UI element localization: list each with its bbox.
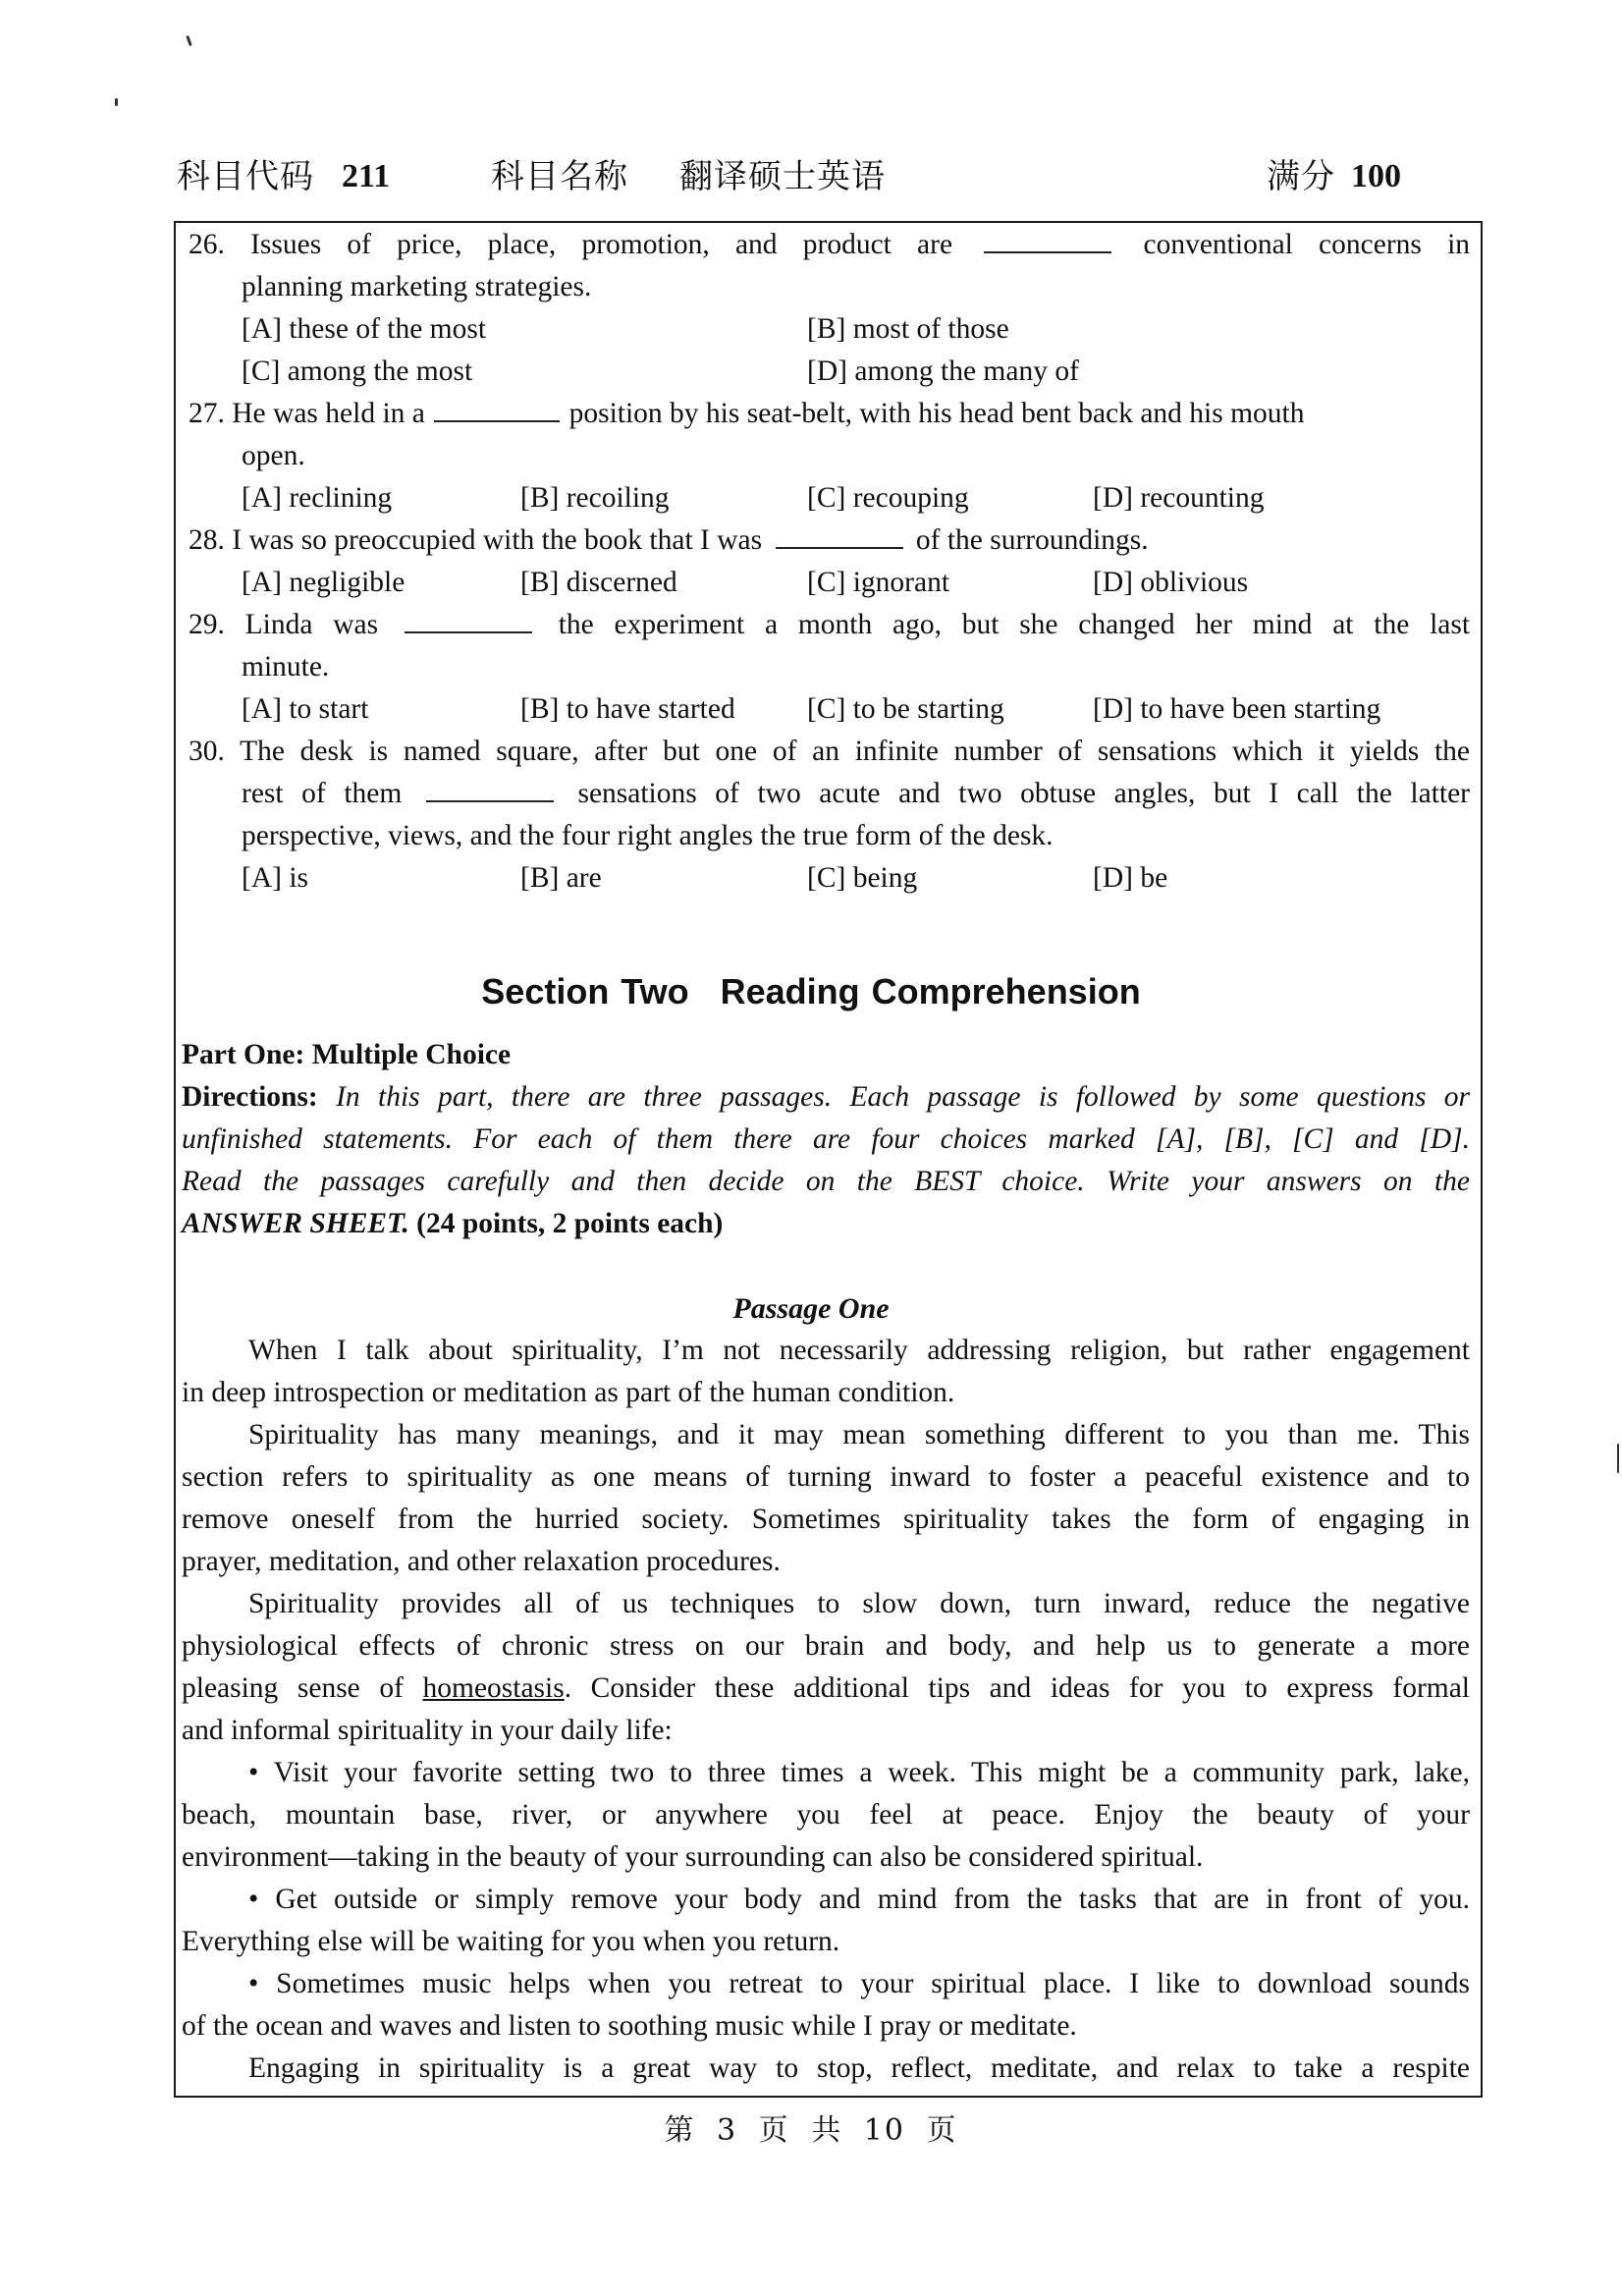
option-29-a: [A] to start [242, 693, 369, 725]
question-27: 27. He was held in a position by his seat-belt, with his head bent back and his mouth [189, 393, 1304, 435]
question-30-line-2: rest of them sensations of two acute and two obtuse angles, but I call the latter [242, 773, 1470, 815]
question-27-continuation: open. [242, 440, 305, 471]
passage-bullet: • Visit your favorite setting two to three times a week. This might be a community park, lake, [248, 1757, 1470, 1788]
scan-mark [1617, 1444, 1619, 1473]
option-26-a: [A] these of the most [242, 313, 487, 345]
directions-line-2: unfinished statements. For each of them there are four choices marked [A], [B], [C] and [D]. [182, 1123, 1470, 1155]
option-27-d: [D] recounting [1093, 482, 1265, 514]
passage-line: physiological effects of chronic stress on our brain and body, and help us to generate a more [182, 1630, 1470, 1662]
passage-line: remove oneself from the hurried society. Sometimes spirituality takes the form of engaging in [182, 1503, 1470, 1535]
passage-line: and informal spirituality in your daily life: [182, 1715, 673, 1746]
passage-line: beach, mountain base, river, or anywhere you feel at peace. Enjoy the beauty of your [182, 1799, 1470, 1831]
passage-line: Spirituality provides all of us techniques to slow down, turn inward, reduce the negative [248, 1588, 1470, 1619]
option-30-b: [B] are [520, 862, 602, 894]
passage-line: Engaging in spirituality is a great way to stop, reflect, meditate, and relax to take a respite [248, 2052, 1470, 2084]
question-29: 29. Linda was the experiment a month ago, but she changed her mind at the last [189, 604, 1470, 646]
passage-title: Passage One [732, 1292, 890, 1325]
passage-bullet: • Get outside or simply remove your body and mind from the tasks that are in front of you. [248, 1884, 1470, 1915]
option-28-a: [A] negligible [242, 567, 406, 598]
scan-mark [115, 98, 118, 106]
option-29-b: [B] to have started [520, 693, 735, 725]
full-score-label: 满分 [1267, 157, 1335, 196]
answer-blank [434, 395, 560, 422]
underlined-term: homeostasis [422, 1672, 565, 1704]
option-28-b: [B] discerned [520, 567, 677, 598]
option-30-c: [C] being [807, 862, 918, 894]
exam-header [177, 155, 1424, 198]
question-29-continuation: minute. [242, 651, 330, 683]
option-30-a: [A] is [242, 862, 309, 894]
option-28-c: [C] ignorant [807, 567, 950, 598]
passage-bullet: • Sometimes music helps when you retreat to your spiritual place. I like to download sounds [248, 1968, 1470, 1999]
option-27-b: [B] recoiling [520, 482, 670, 514]
part-title: Part One: Multiple Choice [182, 1039, 512, 1070]
answer-blank [776, 521, 903, 549]
directions-line-4: ANSWER SHEET. (24 points, 2 points each) [182, 1208, 724, 1239]
passage-line: of the ocean and waves and listen to soothing music while I pray or meditate. [182, 2010, 1077, 2042]
passage-line: section refers to spirituality as one means of turning inward to foster a peaceful existence and to [182, 1461, 1470, 1493]
question-28: 28. I was so preoccupied with the book that I was of the surroundings. [189, 519, 1149, 562]
question-26: 26. Issues of price, place, promotion, and product are conventional concerns in [189, 224, 1470, 266]
option-27-c: [C] recouping [807, 482, 969, 514]
subject-name-label: 科目名称 [491, 157, 628, 196]
passage-line: When I talk about spirituality, I’m not necessarily addressing religion, but rather engagement [248, 1335, 1470, 1366]
option-26-b: [B] most of those [807, 313, 1009, 345]
question-30-line-3: perspective, views, and the four right angles the true form of the desk. [242, 820, 1054, 851]
section-title: Section Two Reading Comprehension [481, 971, 1141, 1011]
directions-line-3: Read the passages carefully and then decide on the BEST choice. Write your answers on the [182, 1166, 1470, 1197]
passage-line: Everything else will be waiting for you when you return. [182, 1926, 840, 1957]
option-26-d: [D] among the many of [807, 355, 1079, 387]
passage-line: prayer, meditation, and other relaxation procedures. [182, 1546, 781, 1577]
answer-blank [984, 226, 1111, 253]
option-29-d: [D] to have been starting [1093, 693, 1381, 725]
subject-code-label: 科目代码 [177, 157, 314, 196]
subject-code: 211 [342, 158, 391, 194]
page-number: 第 3 页 共 10 页 [664, 2113, 958, 2148]
option-29-c: [C] to be starting [807, 693, 1004, 725]
answer-blank [426, 775, 554, 802]
passage-line: Spirituality has many meanings, and it may mean something different to you than me. This [248, 1419, 1470, 1450]
question-26-continuation: planning marketing strategies. [242, 271, 592, 302]
question-30: 30. The desk is named square, after but one of an infinite number of sensations which it yields the [189, 736, 1471, 767]
passage-line: pleasing sense of homeostasis. Consider these additional tips and ideas for you to express formal [182, 1672, 1470, 1704]
option-27-a: [A] reclining [242, 482, 393, 514]
scan-mark [186, 35, 192, 46]
option-30-d: [D] be [1093, 862, 1168, 894]
passage-line: in deep introspection or meditation as part of the human condition. [182, 1377, 955, 1408]
subject-name: 翻译硕士英语 [679, 157, 886, 196]
option-26-c: [C] among the most [242, 355, 473, 387]
directions-line-1: Directions: In this part, there are three passages. Each passage is followed by some questions or [182, 1081, 1471, 1113]
passage-line: environment—taking in the beauty of your surrounding can also be considered spiritual. [182, 1841, 1204, 1873]
answer-blank [405, 606, 532, 633]
option-28-d: [D] oblivious [1093, 567, 1249, 598]
full-score: 100 [1351, 158, 1401, 194]
